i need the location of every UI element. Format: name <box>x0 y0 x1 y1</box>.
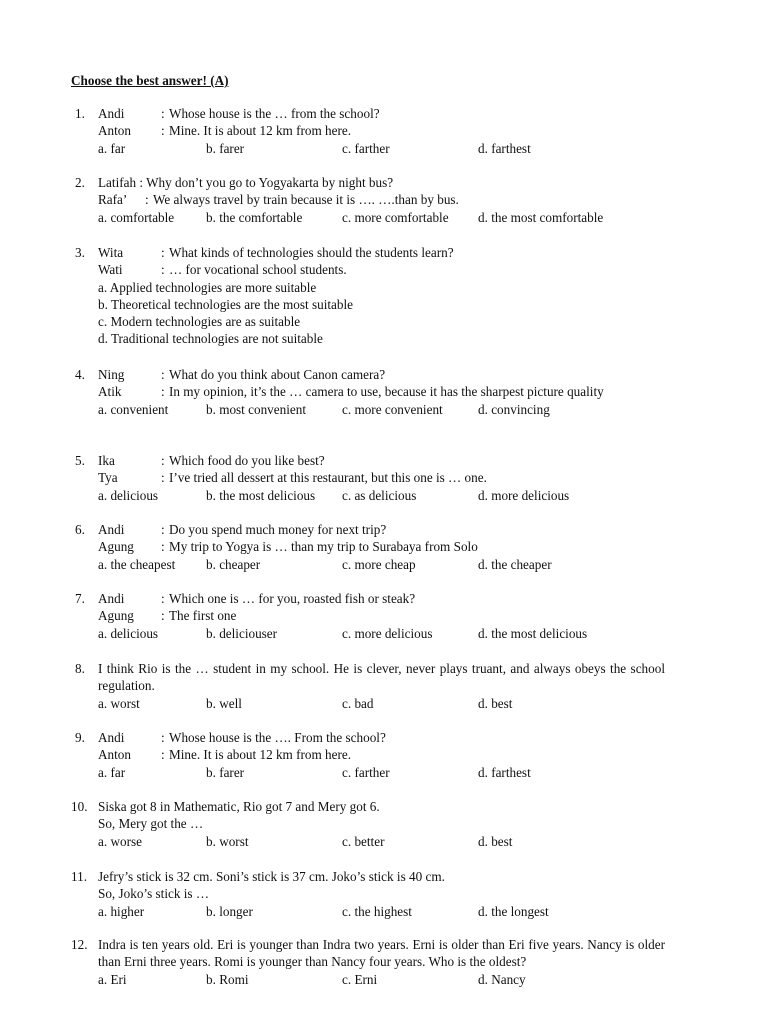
option-c: c. as delicious <box>342 487 417 503</box>
option-d: d. more delicious <box>478 487 570 503</box>
question-number: 6. <box>75 522 85 537</box>
speaker: Atik <box>98 384 122 400</box>
dialogue-line: … for vocational school students. <box>169 262 347 278</box>
option-d: d. Nancy <box>478 971 526 987</box>
question-number: 1. <box>75 106 85 121</box>
option-b: b. most convenient <box>206 401 306 417</box>
option-c: c. Erni <box>342 971 378 987</box>
speaker: Agung <box>98 539 134 555</box>
speaker: Wati <box>98 262 123 278</box>
speaker: Agung <box>98 608 134 624</box>
dialogue-line: What do you think about Canon camera? <box>169 367 386 382</box>
option-c: c. farther <box>342 140 390 156</box>
answer-options <box>98 695 665 712</box>
option-a: a. far <box>98 764 126 780</box>
option-c: c. better <box>342 833 385 849</box>
dialogue-line: Mine. It is about 12 km from here. <box>169 123 352 139</box>
option-a: a. comfortable <box>98 209 175 225</box>
option-b: b. worst <box>206 833 249 849</box>
option-d: d. the most comfortable <box>478 209 604 225</box>
question-text: So, Mery got the … <box>98 816 204 832</box>
option-b: b. the comfortable <box>206 209 303 225</box>
option-c: c. bad <box>342 695 374 711</box>
option-d: d. farthest <box>478 764 531 780</box>
question-8 <box>75 660 665 712</box>
option-d: d. the cheaper <box>478 556 552 572</box>
answer-options <box>98 556 665 573</box>
option-a: a. delicious <box>98 625 159 641</box>
dialogue-line: Mine. It is about 12 km from here. <box>169 747 352 763</box>
dialogue-line: In my opinion, it’s the … camera to use, because it has the sharpest picture quality <box>169 384 604 400</box>
answer-options <box>98 833 665 850</box>
answer-options <box>98 971 665 988</box>
question-number: 4. <box>75 367 85 382</box>
question-7: 7. Andi : Which one is … for you, roasted fish or steak? Agung : The first one a. delicious b. deliciouser c. more delicious d. the most delicious <box>75 590 665 642</box>
option-d: d. the most delicious <box>478 625 588 641</box>
option-b: b. longer <box>206 903 253 919</box>
dialogue-line: Whose house is the …. From the school? <box>169 730 386 745</box>
speaker: Anton <box>98 747 131 763</box>
answer-options <box>98 487 665 504</box>
question-text: Siska got 8 in Mathematic, Rio got 7 and Mery got 6. <box>98 799 380 814</box>
question-6: 6. Andi : Do you spend much money for next trip? Agung : My trip to Yogya is … than my trip to Surabaya from Solo a. the cheapest b. cheaper c. more cheap d. the cheaper <box>75 521 665 573</box>
option-b: b. Theoretical technologies are the most suitable <box>98 296 353 312</box>
dialogue-line: Which food do you like best? <box>169 453 325 468</box>
dialogue-line: What kinds of technologies should the students learn? <box>169 245 454 260</box>
option-a: a. convenient <box>98 401 169 417</box>
answer-options <box>98 140 665 157</box>
option-a: a. delicious <box>98 487 159 503</box>
option-a: a. worst <box>98 695 140 711</box>
option-a: a. higher <box>98 903 145 919</box>
answer-options <box>98 401 665 418</box>
option-c: c. more cheap <box>342 556 416 572</box>
question-number: 8. <box>75 661 85 676</box>
question-text: Indra is ten years old. Eri is younger than Indra two years. Erni is older than Eri five years. Nancy is older than Erni three years. Romi is younger than Nancy four years. Who is the oldest? <box>98 937 665 970</box>
option-b: b. farer <box>206 140 245 156</box>
question-11 <box>71 868 665 920</box>
option-b: b. the most delicious <box>206 487 316 503</box>
speaker: Andi <box>98 591 125 606</box>
page-title: Choose the best answer! (A) <box>71 73 229 88</box>
speaker: Rafa’ <box>98 192 128 208</box>
question-3: 3. Wita : What kinds of technologies should the students learn? Wati : … for vocational school students. a. Applied technologies are more suitable b. Theoretical technologies are the most suitable c. Modern technologies are as suitable d. Traditional technologies are not suitable <box>75 244 665 348</box>
question-9: 9. Andi : Whose house is the …. From the school? Anton : Mine. It is about 12 km from here. a. far b. farer c. farther d. farthest <box>75 729 665 781</box>
question-5: 5. Ika : Which food do you like best? Tya : I’ve tried all dessert at this restaurant, but this one is … one. a. delicious b. the most delicious c. as delicious d. more delicious <box>75 452 665 504</box>
option-a: a. Applied technologies are more suitable <box>98 279 317 295</box>
answer-options <box>98 625 665 642</box>
option-d: d. farthest <box>478 140 531 156</box>
speaker: Wita <box>98 245 124 260</box>
speaker: Tya <box>98 470 118 486</box>
answer-options <box>98 764 665 781</box>
option-a: a. far <box>98 140 126 156</box>
question-number: 5. <box>75 453 85 468</box>
question-10 <box>71 798 665 850</box>
dialogue-line: Whose house is the … from the school? <box>169 106 380 121</box>
option-a: a. the cheapest <box>98 556 176 572</box>
question-number: 12. <box>71 937 88 952</box>
dialogue-line: The first one <box>169 608 237 624</box>
option-c: c. more convenient <box>342 401 443 417</box>
question-4: 4. Ning : What do you think about Canon camera? Atik : In my opinion, it’s the … camera to use, because it has the sharpest picture quality a. convenient b. most convenient c. more convenient d. convincing <box>75 366 665 418</box>
option-d: d. best <box>478 695 513 711</box>
speaker: Andi <box>98 730 125 745</box>
speaker: Ika <box>98 453 115 468</box>
dialogue-line: I’ve tried all dessert at this restaurant, but this one is … one. <box>169 470 487 486</box>
option-a: a. worse <box>98 833 142 849</box>
option-d: d. convincing <box>478 401 550 417</box>
option-b: b. farer <box>206 764 245 780</box>
dialogue-line: Which one is … for you, roasted fish or steak? <box>169 591 416 606</box>
dialogue-line: Do you spend much money for next trip? <box>169 522 387 537</box>
option-c: c. farther <box>342 764 390 780</box>
speaker: Andi <box>98 522 125 537</box>
option-c: c. more comfortable <box>342 209 449 225</box>
option-b: b. cheaper <box>206 556 261 572</box>
option-b: b. well <box>206 695 242 711</box>
question-number: 11. <box>71 869 87 884</box>
question-number: 10. <box>71 799 88 814</box>
question-number: 7. <box>75 591 85 606</box>
answer-options <box>98 903 665 920</box>
question-text: I think Rio is the … student in my school. He is clever, never plays truant, and always obeys the school regulation. <box>98 661 665 694</box>
speaker: Ning <box>98 367 125 382</box>
question-text: So, Joko’s stick is … <box>98 886 210 902</box>
option-a: a. Eri <box>98 971 127 987</box>
answer-options <box>98 209 665 226</box>
option-d: d. Traditional technologies are not suitable <box>98 331 323 347</box>
question-number: 2. <box>75 175 85 190</box>
dialogue-line: Latifah : Why don’t you go to Yogyakarta by night bus? <box>98 175 394 190</box>
dialogue-line: My trip to Yogya is … than my trip to Surabaya from Solo <box>169 539 478 555</box>
dialogue-line: We always travel by train because it is …. ….than by bus. <box>153 192 459 208</box>
speaker: Anton <box>98 123 131 139</box>
option-b: b. deliciouser <box>206 625 278 641</box>
speaker: Andi <box>98 106 125 121</box>
option-c: c. the highest <box>342 903 412 919</box>
option-c: c. more delicious <box>342 625 433 641</box>
question-text: Jefry’s stick is 32 cm. Soni’s stick is 37 cm. Joko’s stick is 40 cm. <box>98 869 445 884</box>
option-b: b. Romi <box>206 971 249 987</box>
question-number: 9. <box>75 730 85 745</box>
option-c: c. Modern technologies are as suitable <box>98 314 301 330</box>
option-d: d. the longest <box>478 903 549 919</box>
question-number: 3. <box>75 245 85 260</box>
question-1: 1. Andi : Whose house is the … from the school? Anton : Mine. It is about 12 km from here. a. far b. farer c. farther d. farthest <box>75 105 665 157</box>
question-2: 2. Latifah : Why don’t you go to Yogyakarta by night bus? Rafa’ : We always travel by train because it is …. ….than by bus. a. comfortable b. the comfortable c. more comfortable d. the most comfortable <box>75 174 665 226</box>
option-d: d. best <box>478 833 513 849</box>
question-12 <box>71 936 665 988</box>
